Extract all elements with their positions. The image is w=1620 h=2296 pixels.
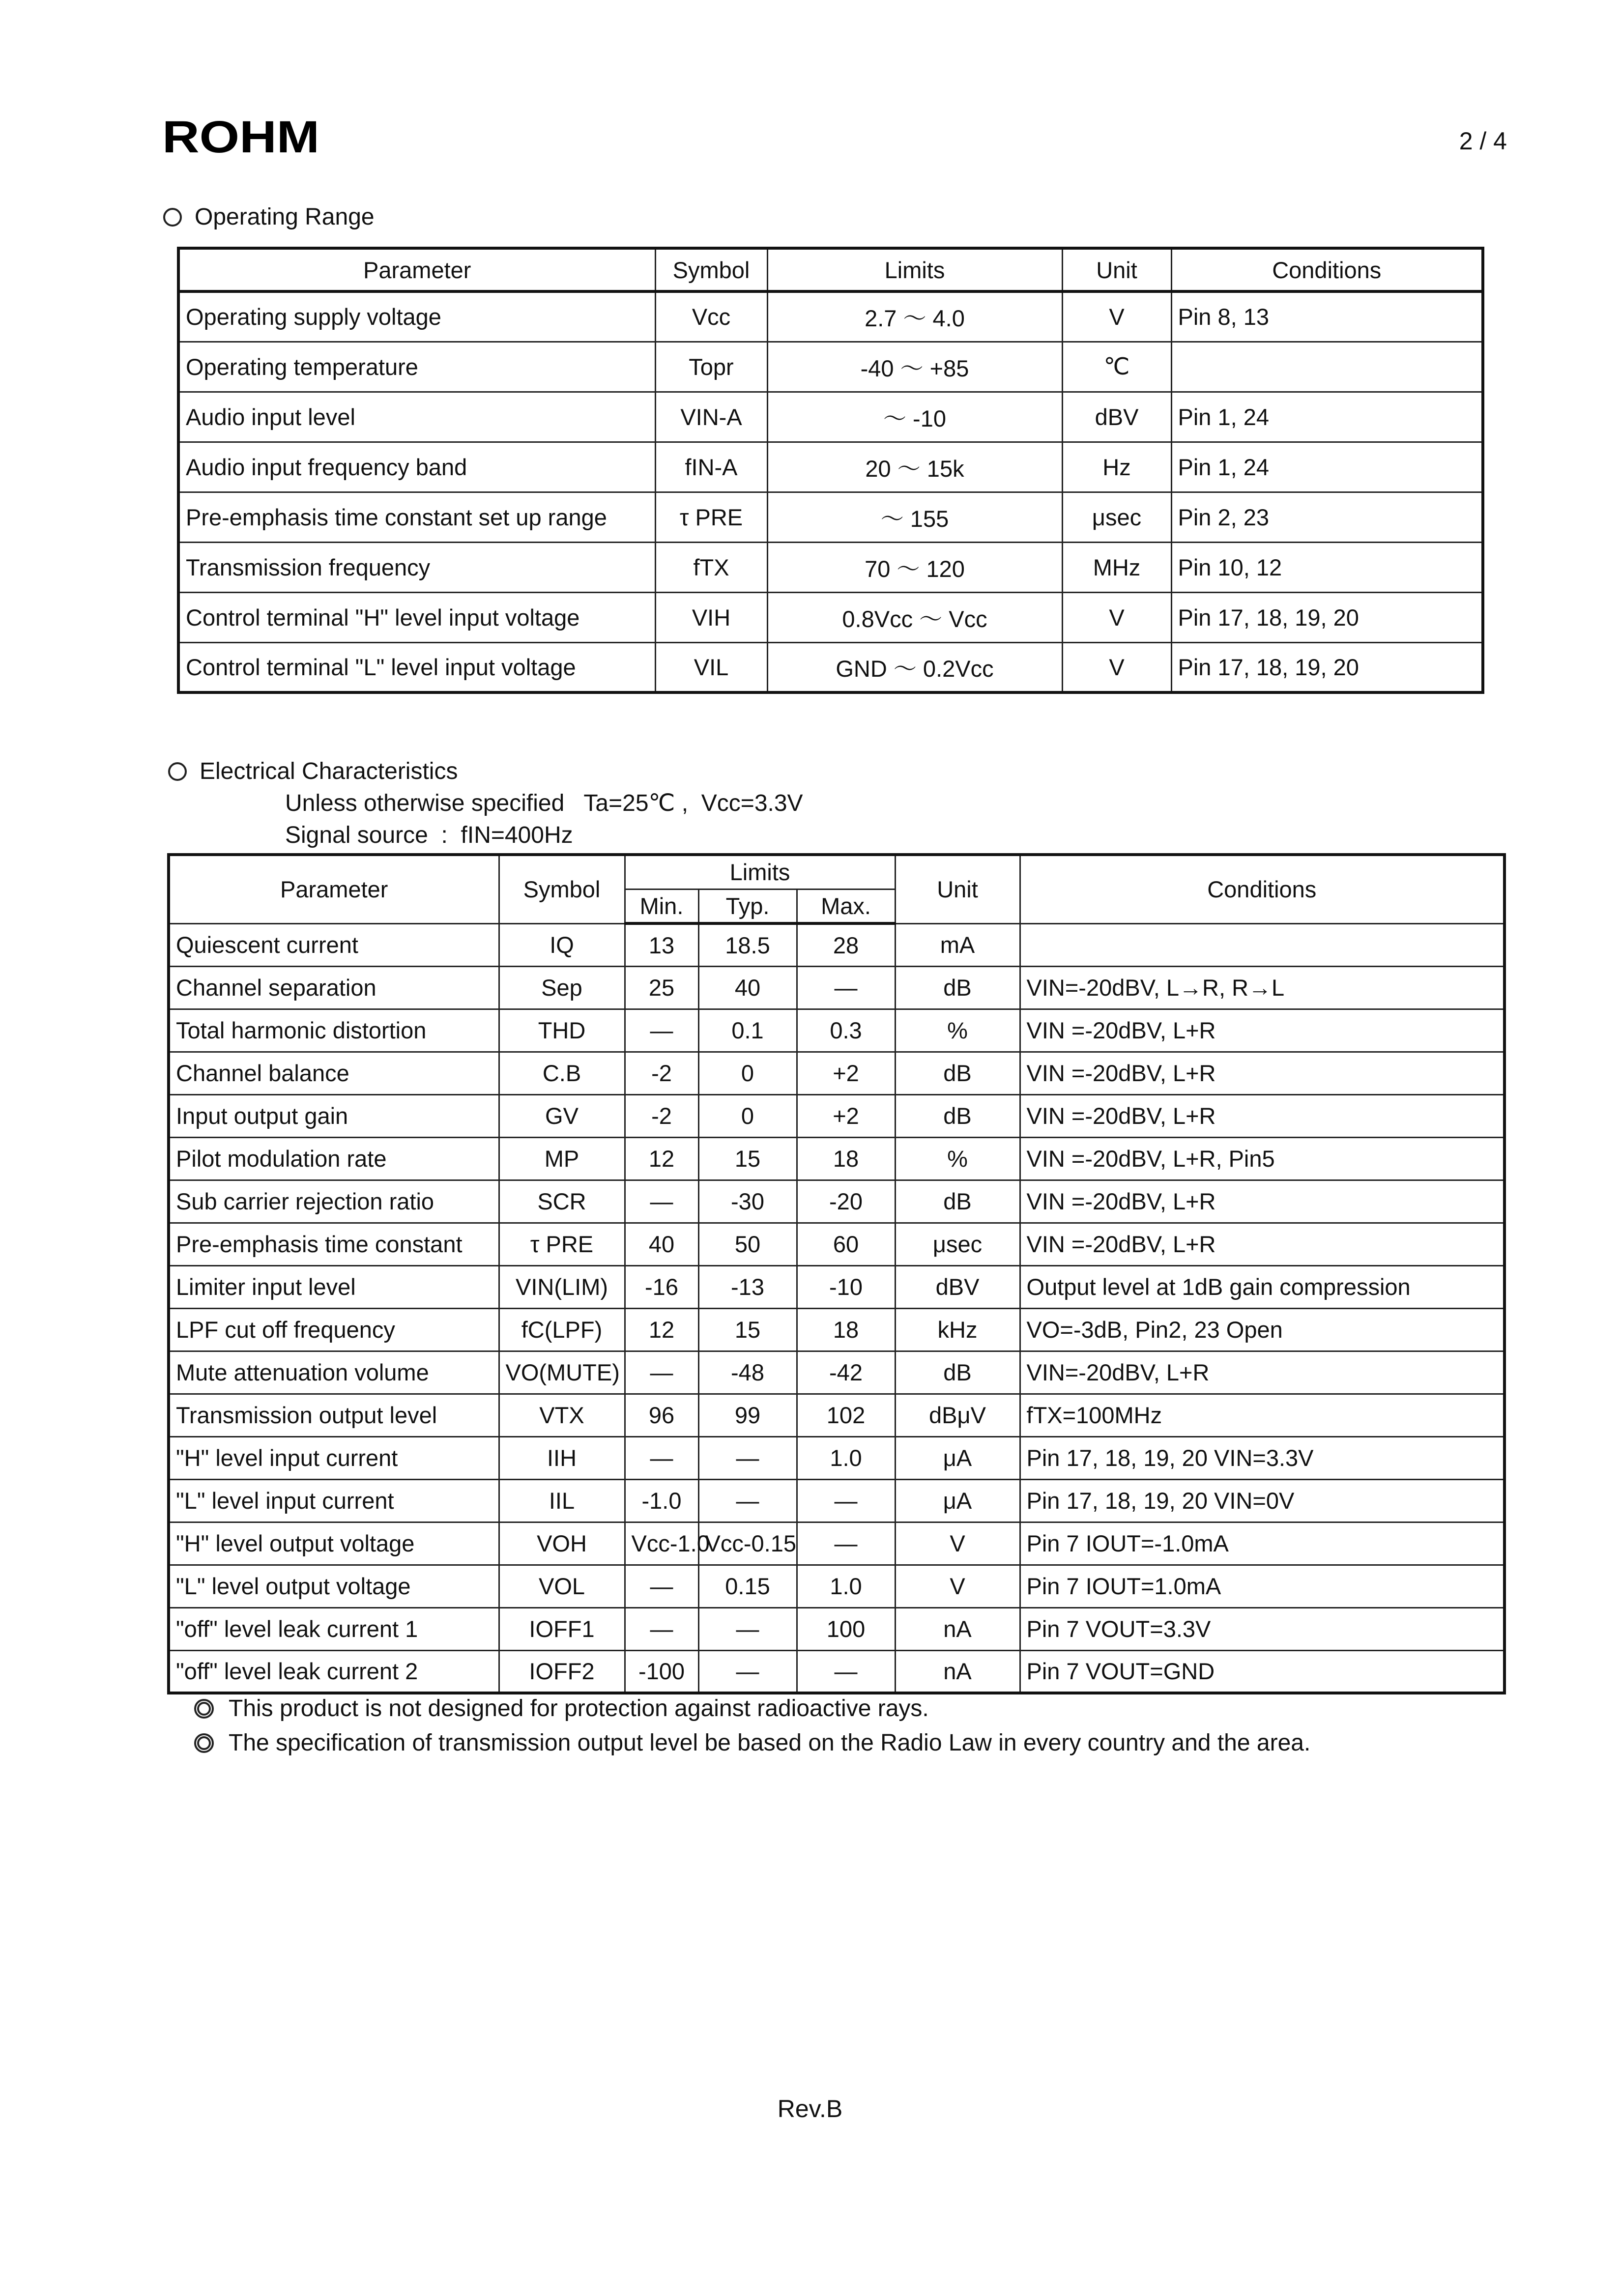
parameter-cell: "L" level input current [169,1479,499,1522]
typ-cell: — [698,1479,797,1522]
parameter-cell: "L" level output voltage [169,1565,499,1607]
typ-cell: 18.5 [698,923,797,966]
parameter-cell: Sub carrier rejection ratio [169,1180,499,1223]
limits-cell: GND ～ 0.2Vcc [767,642,1062,692]
parameter-cell: Transmission frequency [178,542,655,592]
typ-cell: 50 [698,1223,797,1265]
symbol-cell: SCR [499,1180,625,1223]
min-cell: 12 [625,1308,698,1351]
min-cell: 96 [625,1394,698,1436]
conditions-cell: Pin 1, 24 [1171,392,1483,442]
typ-cell: -30 [698,1180,797,1223]
conditions-cell: VIN =-20dBV, L+R [1020,1052,1504,1094]
unit-cell: μA [895,1436,1020,1479]
header-unit: Unit [1062,248,1171,291]
conditions-cell: Pin 7 VOUT=GND [1020,1650,1504,1693]
rohm-logo [162,112,319,162]
typ-cell: 0.1 [698,1009,797,1052]
symbol-cell: IQ [499,923,625,966]
min-cell: — [625,1607,698,1650]
max-cell: — [797,1522,895,1565]
conditions-cell: Pin 7 IOUT=-1.0mA [1020,1522,1504,1565]
conditions-cell: VO=-3dB, Pin2, 23 Open [1020,1308,1504,1351]
max-cell: 18 [797,1137,895,1180]
typ-cell: -48 [698,1351,797,1394]
parameter-cell: Operating supply voltage [178,291,655,342]
typ-cell: 15 [698,1308,797,1351]
min-cell: 13 [625,923,698,966]
parameter-cell: Operating temperature [178,342,655,392]
limits-cell: -40 ～ +85 [767,342,1062,392]
max-cell: — [797,1479,895,1522]
svg-text:ROHM: ROHM [162,112,319,162]
table-row [178,542,1483,592]
limits-cell: 2.7 ～ 4.0 [767,291,1062,342]
conditions-cell: Pin 7 VOUT=3.3V [1020,1607,1504,1650]
unit-cell: % [895,1009,1020,1052]
unit-cell: V [895,1522,1020,1565]
parameter-cell: Pre-emphasis time constant [169,1223,499,1265]
symbol-cell: IIL [499,1479,625,1522]
unit-cell: MHz [1062,542,1171,592]
conditions-cell: Pin 8, 13 [1171,291,1483,342]
conditions-cell: fTX=100MHz [1020,1394,1504,1436]
conditions-cell: Pin 17, 18, 19, 20 [1171,592,1483,642]
parameter-cell: Channel balance [169,1052,499,1094]
min-cell: Vcc-1.0 [625,1522,698,1565]
notes [194,1692,1310,1760]
unit-cell: dBV [895,1265,1020,1308]
table-row [178,442,1483,492]
parameter-cell: Pre-emphasis time constant set up range [178,492,655,542]
signal-source-line: Signal source : fIN=400Hz [285,822,573,848]
table-row [169,1094,1504,1137]
parameter-cell: Quiescent current [169,923,499,966]
max-cell: -10 [797,1265,895,1308]
conditions-cell: VIN =-20dBV, L+R [1020,1223,1504,1265]
circle-bullet-icon [168,762,187,781]
max-cell: 0.3 [797,1009,895,1052]
conditions-cell: Pin 17, 18, 19, 20 VIN=0V [1020,1479,1504,1522]
conditions-cell: Pin 17, 18, 19, 20 [1171,642,1483,692]
unit-cell: dB [895,1180,1020,1223]
unit-cell: μsec [1062,492,1171,542]
symbol-cell: Sep [499,966,625,1009]
conditions-cell: Pin 2, 23 [1171,492,1483,542]
unit-cell: ℃ [1062,342,1171,392]
revision-footer: Rev.B [777,2095,843,2123]
symbol-cell: fIN-A [655,442,767,492]
symbol-cell: VTX [499,1394,625,1436]
min-cell: -100 [625,1650,698,1693]
note-item: The specification of transmission output level be based on the Radio Law in every country and the area. [194,1726,1310,1760]
table-row [178,642,1483,692]
max-cell: 1.0 [797,1436,895,1479]
conditions-cell: VIN=-20dBV, L→R, R→L [1020,966,1504,1009]
header-parameter: Parameter [178,248,655,291]
unit-cell: V [895,1565,1020,1607]
typ-cell: — [698,1436,797,1479]
limits-cell: ～ 155 [767,492,1062,542]
parameter-cell: Input output gain [169,1094,499,1137]
parameter-cell: LPF cut off frequency [169,1308,499,1351]
table-row [169,1265,1504,1308]
table-row [169,923,1504,966]
unit-cell: dBμV [895,1394,1020,1436]
conditions-cell: VIN =-20dBV, L+R, Pin5 [1020,1137,1504,1180]
conditions-line: Unless otherwise specified Ta=25℃ , Vcc=3.3V [285,790,803,816]
max-cell: 18 [797,1308,895,1351]
double-circle-icon [194,1699,214,1719]
min-cell: — [625,1565,698,1607]
table-row [169,1180,1504,1223]
table-row [169,1565,1504,1607]
min-cell: — [625,1351,698,1394]
table-row [178,492,1483,542]
table-row [169,1351,1504,1394]
parameter-cell: "H" level output voltage [169,1522,499,1565]
max-cell: — [797,966,895,1009]
max-cell: 1.0 [797,1565,895,1607]
table-header-row [178,248,1483,291]
max-cell: 100 [797,1607,895,1650]
min-cell: — [625,1009,698,1052]
circle-bullet-icon [163,208,182,227]
table-row [169,966,1504,1009]
min-cell: -16 [625,1265,698,1308]
unit-cell: μA [895,1479,1020,1522]
min-cell: — [625,1436,698,1479]
table-row [178,392,1483,442]
conditions-cell: VIN =-20dBV, L+R [1020,1009,1504,1052]
max-cell: — [797,1650,895,1693]
symbol-cell: VIH [655,592,767,642]
parameter-cell: Mute attenuation volume [169,1351,499,1394]
symbol-cell: GV [499,1094,625,1137]
unit-cell: Hz [1062,442,1171,492]
typ-cell: — [698,1650,797,1693]
max-cell: 60 [797,1223,895,1265]
typ-cell: 0 [698,1052,797,1094]
unit-cell: nA [895,1650,1020,1693]
table-row [169,1052,1504,1094]
table-row [169,1308,1504,1351]
header-conditions: Conditions [1171,248,1483,291]
table-row [169,1137,1504,1180]
header-typ: Typ. [698,889,797,923]
min-cell: -2 [625,1052,698,1094]
unit-cell: V [1062,642,1171,692]
parameter-cell: Total harmonic distortion [169,1009,499,1052]
conditions-cell: Pin 10, 12 [1171,542,1483,592]
limits-cell: 70 ～ 120 [767,542,1062,592]
table-row [169,1607,1504,1650]
parameter-cell: Transmission output level [169,1394,499,1436]
typ-cell: 40 [698,966,797,1009]
max-cell: +2 [797,1094,895,1137]
unit-cell: μsec [895,1223,1020,1265]
conditions-cell [1020,923,1504,966]
symbol-cell: IOFF2 [499,1650,625,1693]
table-row [169,1522,1504,1565]
symbol-cell: VIN-A [655,392,767,442]
table-row [169,1394,1504,1436]
limits-cell: ～ -10 [767,392,1062,442]
conditions-cell: Pin 17, 18, 19, 20 VIN=3.3V [1020,1436,1504,1479]
typ-cell: -13 [698,1265,797,1308]
electrical-characteristics-title: Electrical Characteristics [168,758,458,785]
unit-cell: dBV [1062,392,1171,442]
typ-cell: 15 [698,1137,797,1180]
min-cell: 25 [625,966,698,1009]
min-cell: -1.0 [625,1479,698,1522]
parameter-cell: "off" level leak current 1 [169,1607,499,1650]
header-symbol: Symbol [655,248,767,291]
symbol-cell: VOH [499,1522,625,1565]
unit-cell: dB [895,966,1020,1009]
unit-cell: mA [895,923,1020,966]
typ-cell: 99 [698,1394,797,1436]
parameter-cell: Control terminal "H" level input voltage [178,592,655,642]
symbol-cell: τ PRE [499,1223,625,1265]
header-symbol: Symbol [499,855,625,923]
header-min: Min. [625,889,698,923]
page-number: 2 / 4 [1459,127,1507,155]
max-cell: +2 [797,1052,895,1094]
unit-cell: kHz [895,1308,1020,1351]
symbol-cell: VOL [499,1565,625,1607]
unit-cell: nA [895,1607,1020,1650]
parameter-cell: "H" level input current [169,1436,499,1479]
limits-cell: 0.8Vcc ～ Vcc [767,592,1062,642]
max-cell: 28 [797,923,895,966]
min-cell: -2 [625,1094,698,1137]
symbol-cell: Topr [655,342,767,392]
conditions-cell: VIN =-20dBV, L+R [1020,1180,1504,1223]
header-max: Max. [797,889,895,923]
table-row [178,291,1483,342]
min-cell: — [625,1180,698,1223]
conditions-cell: VIN =-20dBV, L+R [1020,1094,1504,1137]
conditions-cell [1171,342,1483,392]
conditions-cell: VIN=-20dBV, L+R [1020,1351,1504,1394]
symbol-cell: VIL [655,642,767,692]
typ-cell: Vcc-0.15 [698,1522,797,1565]
operating-range-title: Operating Range [163,203,375,230]
symbol-cell: fTX [655,542,767,592]
header-unit: Unit [895,855,1020,923]
table-row [169,1436,1504,1479]
note-item: This product is not designed for protection against radioactive rays. [194,1692,1310,1726]
min-cell: 12 [625,1137,698,1180]
typ-cell: — [698,1607,797,1650]
conditions-cell: Output level at 1dB gain compression [1020,1265,1504,1308]
unit-cell: dB [895,1094,1020,1137]
table-row [169,1650,1504,1693]
symbol-cell: VIN(LIM) [499,1265,625,1308]
electrical-characteristics-table [167,853,1506,1694]
symbol-cell: IOFF1 [499,1607,625,1650]
parameter-cell: Channel separation [169,966,499,1009]
typ-cell: 0 [698,1094,797,1137]
limits-cell: 20 ～ 15k [767,442,1062,492]
parameter-cell: Pilot modulation rate [169,1137,499,1180]
parameter-cell: Audio input level [178,392,655,442]
table-row [178,592,1483,642]
conditions-cell: Pin 7 IOUT=1.0mA [1020,1565,1504,1607]
max-cell: -20 [797,1180,895,1223]
header-parameter: Parameter [169,855,499,923]
table-row [169,1479,1504,1522]
symbol-cell: fC(LPF) [499,1308,625,1351]
symbol-cell: VO(MUTE) [499,1351,625,1394]
header-conditions: Conditions [1020,855,1504,923]
table-row [169,1223,1504,1265]
double-circle-icon [194,1733,214,1753]
min-cell: 40 [625,1223,698,1265]
max-cell: -42 [797,1351,895,1394]
max-cell: 102 [797,1394,895,1436]
symbol-cell: Vcc [655,291,767,342]
table-row [169,1009,1504,1052]
unit-cell: V [1062,592,1171,642]
parameter-cell: Limiter input level [169,1265,499,1308]
symbol-cell: IIH [499,1436,625,1479]
typ-cell: 0.15 [698,1565,797,1607]
unit-cell: % [895,1137,1020,1180]
header-limits: Limits [767,248,1062,291]
parameter-cell: Control terminal "L" level input voltage [178,642,655,692]
symbol-cell: THD [499,1009,625,1052]
parameter-cell: "off" level leak current 2 [169,1650,499,1693]
table-header-row [169,855,1504,889]
unit-cell: dB [895,1052,1020,1094]
parameter-cell: Audio input frequency band [178,442,655,492]
header-limits: Limits [625,855,895,889]
symbol-cell: C.B [499,1052,625,1094]
unit-cell: V [1062,291,1171,342]
unit-cell: dB [895,1351,1020,1394]
symbol-cell: τ PRE [655,492,767,542]
table-row [178,342,1483,392]
operating-range-table [177,247,1484,694]
conditions-cell: Pin 1, 24 [1171,442,1483,492]
symbol-cell: MP [499,1137,625,1180]
